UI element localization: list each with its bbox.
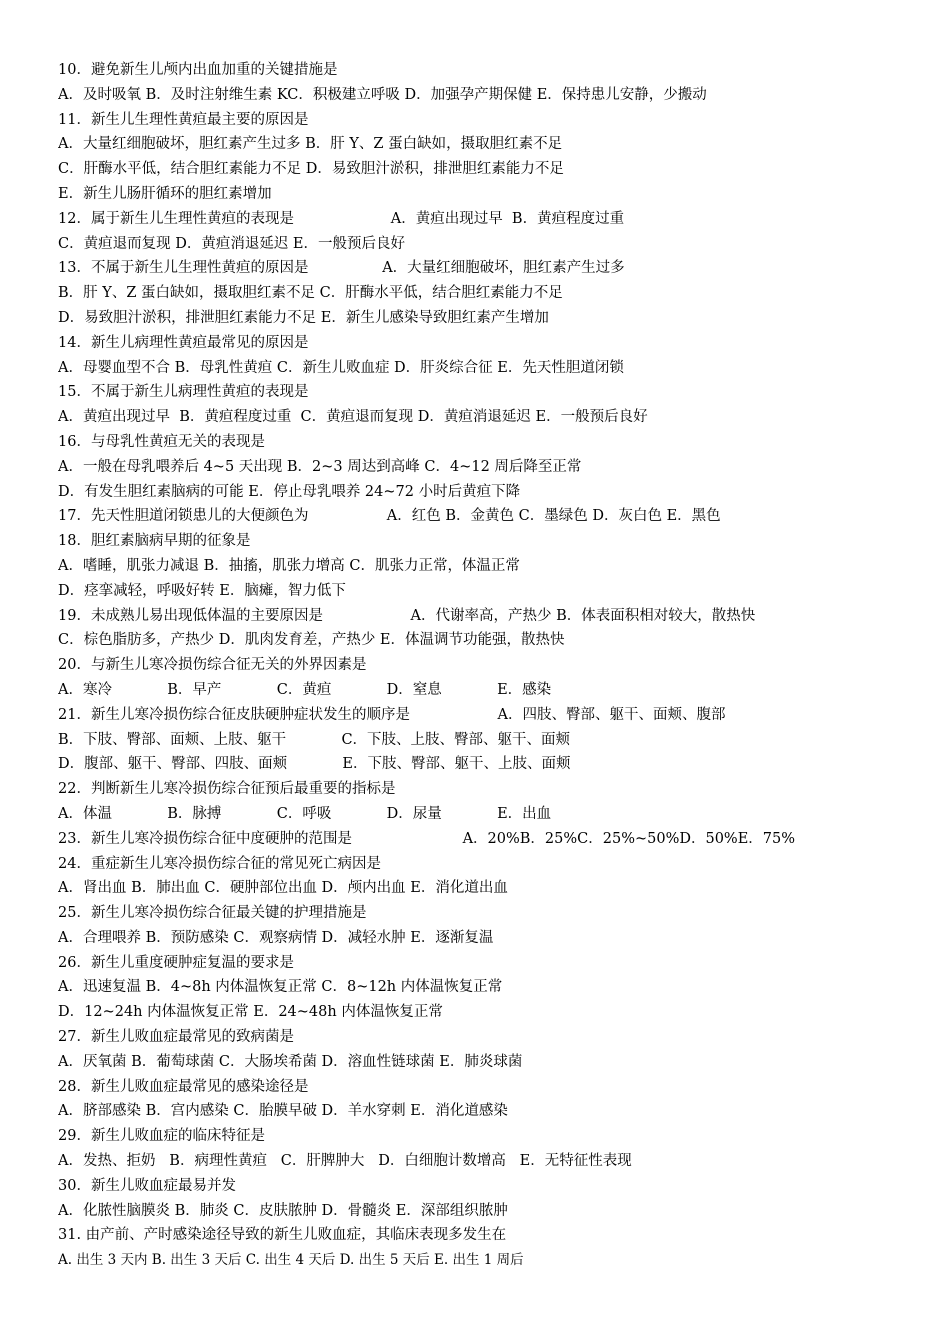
question-line: 24．重症新生儿寒冷损伤综合征的常见死亡病因是	[58, 855, 381, 872]
answer-options-line: A．迅速复温 B．4~8h 内体温恢复正常 C．8~12h 内体温恢复正常	[58, 979, 503, 996]
question-line: 28．新生儿败血症最常见的感染途径是	[58, 1078, 309, 1095]
answer-options-line: B．肝 Y、Z 蛋白缺如，摄取胆红素不足 C．肝酶水平低，结合胆红素能力不足	[58, 285, 563, 302]
answer-options-line: A．大量红细胞破坏，胆红素产生过多 B．肝 Y、Z 蛋白缺如，摄取胆红素不足	[58, 136, 563, 153]
question-line: 10．避免新生儿颅内出血加重的关键措施是	[58, 62, 338, 78]
answer-options-line: D．有发生胆红素脑病的可能 E．停止母乳喂养 24~72 小时后黄疸下降	[58, 483, 521, 500]
question-line: 13．不属于新生儿生理性黄疸的原因是 A．大量红细胞破坏，胆红素产生过多	[58, 260, 625, 277]
question-line: 11．新生儿生理性黄疸最主要的原因是	[58, 111, 309, 128]
question-line: 25．新生儿寒冷损伤综合征最关键的护理措施是	[58, 905, 367, 922]
answer-options-line: D．腹部、躯干、臀部、四肢、面颊 E．下肢、臀部、躯干、上肢、面颊	[58, 756, 571, 773]
answer-options-line: A．黄疸出现过早 B．黄疸程度过重 C．黄疸退而复现 D．黄疸消退延迟 E．一般预后良好	[58, 409, 648, 426]
question-line: 19．未成熟儿易出现低体温的主要原因是 A．代谢率高，产热少 B．体表面积相对较大，散热快	[58, 607, 756, 624]
question-line: 31. 由产前、产时感染途径导致的新生儿败血症，其临床表现多发生在	[58, 1227, 507, 1244]
answer-options-line: E．新生儿肠肝循环的胆红素增加	[58, 185, 272, 202]
question-line: 22．判断新生儿寒冷损伤综合征预后最重要的指标是	[58, 781, 396, 798]
answer-options-line: A．母婴血型不合 B．母乳性黄疸 C．新生儿败血症 D．肝炎综合征 E．先天性胆道闭锁	[58, 359, 624, 376]
question-line: 17．先天性胆道闭锁患儿的大便颜色为 A．红色 B．金黄色 C．墨绿色 D．灰白色 E．黑色	[58, 508, 721, 525]
question-line: 26．新生儿重度硬肿症复温的要求是	[58, 954, 294, 971]
answer-options-line: A．合理喂养 B．预防感染 C．观察病情 D．减轻水肿 E．逐渐复温	[58, 929, 494, 946]
question-line: 12．属于新生儿生理性黄疸的表现是 A．黄疸出现过早 B．黄疸程度过重	[58, 210, 625, 227]
answer-options-line: A．肾出血 B．肺出血 C．硬肿部位出血 D．颅内出血 E．消化道出血	[58, 880, 508, 897]
question-line: 16．与母乳性黄疸无关的表现是	[58, 433, 265, 450]
answer-options-line: D．痉挛减轻，呼吸好转 E．脑瘫，智力低下	[58, 582, 346, 599]
question-line: 18．胆红素脑病早期的征象是	[58, 533, 251, 550]
question-line: 27．新生儿败血症最常见的致病菌是	[58, 1029, 294, 1046]
question-line: 30．新生儿败血症最易并发	[58, 1177, 236, 1194]
answer-options-line: A．寒冷 B．早产 C．黄疸 D．窒息 E．感染	[58, 681, 552, 698]
answer-options-line: C．肝酶水平低，结合胆红素能力不足 D．易致胆汁淤积，排泄胆红素能力不足	[58, 161, 564, 178]
answer-options-line: A. 出生 3 天内 B. 出生 3 天后 C. 出生 4 天后 D. 出生 5 天后 E. 出生 1 周后	[58, 1252, 524, 1269]
question-line: 29．新生儿败血症的临床特征是	[58, 1128, 265, 1145]
answer-options-line: A．及时吸氧 B．及时注射维生素 KC．积极建立呼吸 D．加强孕产期保健 E．保持患儿安静，少搬动	[58, 86, 707, 103]
answer-options-line: A．化脓性脑膜炎 B．肺炎 C．皮肤脓肿 D．骨髓炎 E．深部组织脓肿	[58, 1202, 508, 1219]
answer-options-line: C．黄疸退而复现 D．黄疸消退延迟 E．一般预后良好	[58, 235, 406, 252]
answer-options-line: B．下肢、臀部、面颊、上肢、躯干 C．下肢、上肢、臀部、躯干、面颊	[58, 731, 571, 748]
answer-options-line: D．12~24h 内体温恢复正常 E．24~48h 内体温恢复正常	[58, 1004, 443, 1021]
answer-options-line: A．一般在母乳喂养后 4~5 天出现 B．2~3 周达到高峰 C．4~12 周后降至正常	[58, 458, 582, 475]
question-line: 20．与新生儿寒冷损伤综合征无关的外界因素是	[58, 657, 367, 674]
answer-options-line: A．嗜睡，肌张力减退 B．抽搐，肌张力增高 C．肌张力正常，体温正常	[58, 557, 520, 574]
answer-options-line: A．厌氧菌 B．葡萄球菌 C．大肠埃希菌 D．溶血性链球菌 E．肺炎球菌	[58, 1053, 523, 1070]
answer-options-line: C．棕色脂肪多，产热少 D．肌肉发育差，产热少 E．体温调节功能强，散热快	[58, 632, 565, 649]
answer-options-line: A．体温 B．脉搏 C．呼吸 D．尿量 E．出血	[58, 805, 552, 822]
question-line: 15．不属于新生儿病理性黄疸的表现是	[58, 384, 309, 401]
answer-options-line: A．脐部感染 B．宫内感染 C．胎膜早破 D．羊水穿刺 E．消化道感染	[58, 1103, 508, 1120]
question-line: 23．新生儿寒冷损伤综合征中度硬肿的范围是 A．20%B．25%C．25%~50%D．50%E．75%	[58, 830, 796, 847]
question-line: 14．新生儿病理性黄疸最常见的原因是	[58, 334, 309, 351]
question-line: 21．新生儿寒冷损伤综合征皮肤硬肿症状发生的顺序是 A．四肢、臀部、躯干、面颊、腹部	[58, 706, 726, 723]
answer-options-line: A．发热、拒奶 B．病理性黄疸 C．肝脾肿大 D．白细胞计数增高 E．无特征性表现	[58, 1153, 632, 1170]
answer-options-line: D．易致胆汁淤积，排泄胆红素能力不足 E．新生儿感染导致胆红素产生增加	[58, 309, 549, 326]
